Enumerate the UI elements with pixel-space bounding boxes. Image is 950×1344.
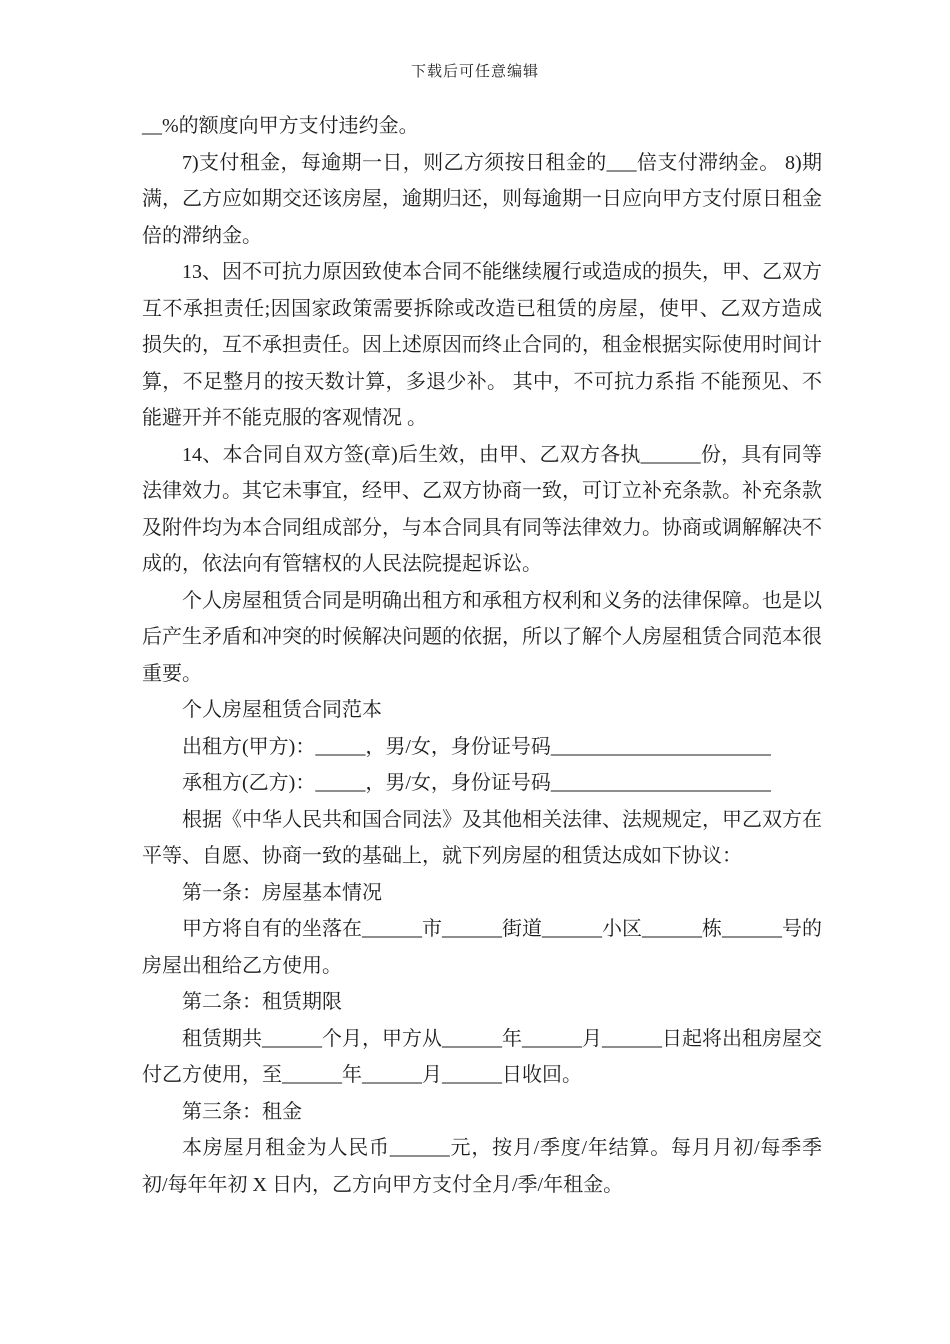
paragraph: 13、因不可抗力原因致使本合同不能继续履行或造成的损失，甲、乙双方互不承担责任;因国家政策需要拆除或改造已租赁的房屋，使甲、乙双方造成损失的，互不承担责任。因上述原因而终止合同的，租金根据实际使用时间计算，不足整月的按天数计算，多退少补。 其中，不可抗力系指 不能预见、不能避开并不能克服的客观情况 。 [142,261,822,429]
paragraph: 本房屋月租金为人民币______元，按月/季度/年结算。每月月初/每季季初/每年年初 X 日内，乙方向甲方支付全月/季/年租金。 [142,1137,822,1196]
paragraph: 7)支付租金，每逾期一日，则乙方须按日租金的___倍支付滞纳金。 8)期满，乙方应如期交还该房屋，逾期归还，则每逾期一日应向甲方支付原日租金倍的滞纳金。 [142,151,822,247]
paragraph: 甲方将自有的坐落在______市______街道______小区______栋______号的房屋出租给乙方使用。 [142,918,822,977]
paragraph: 承租方(乙方)：_____，男/女，身份证号码______________________ [182,772,771,794]
paragraph: 第三条：租金 [182,1100,302,1123]
paragraph: 租赁期共______个月，甲方从______年______月______日起将出租房屋交付乙方使用，至______年______月______日收回。 [142,1027,822,1086]
paragraph: 出租方(甲方)：_____，男/女，身份证号码______________________ [182,735,771,758]
document-body [142,108,822,1203]
paragraph: 14、本合同自双方签(章)后生效，由甲、乙双方各执______份，具有同等法律效力。其它未事宜，经甲、乙双方协商一致，可订立补充条款。补充条款及附件均为本合同组成部分，与本合同具有同等法律效力。协商或调解解决不成的，依法向有管辖权的人民法院提起诉讼。 [142,443,822,575]
paragraph: 个人房屋租赁合同范本 [182,699,382,721]
paragraph: 第二条：租赁期限 [182,991,342,1013]
paragraph: 第一条：房屋基本情况 [182,881,382,904]
header-note: 下载后可任意编辑 [410,64,539,80]
paragraph: __%的额度向甲方支付违约金。 [142,115,419,137]
paragraph: 个人房屋租赁合同是明确出租方和承租方权利和义务的法律保障。也是以后产生矛盾和冲突的时候解决问题的依据，所以了解个人房屋租赁合同范本很重要。 [142,589,822,685]
paragraph: 根据《中华人民共和国合同法》及其他相关法律、法规规定，甲乙双方在平等、自愿、协商一致的基础上，就下列房屋的租赁达成如下协议： [142,808,822,867]
